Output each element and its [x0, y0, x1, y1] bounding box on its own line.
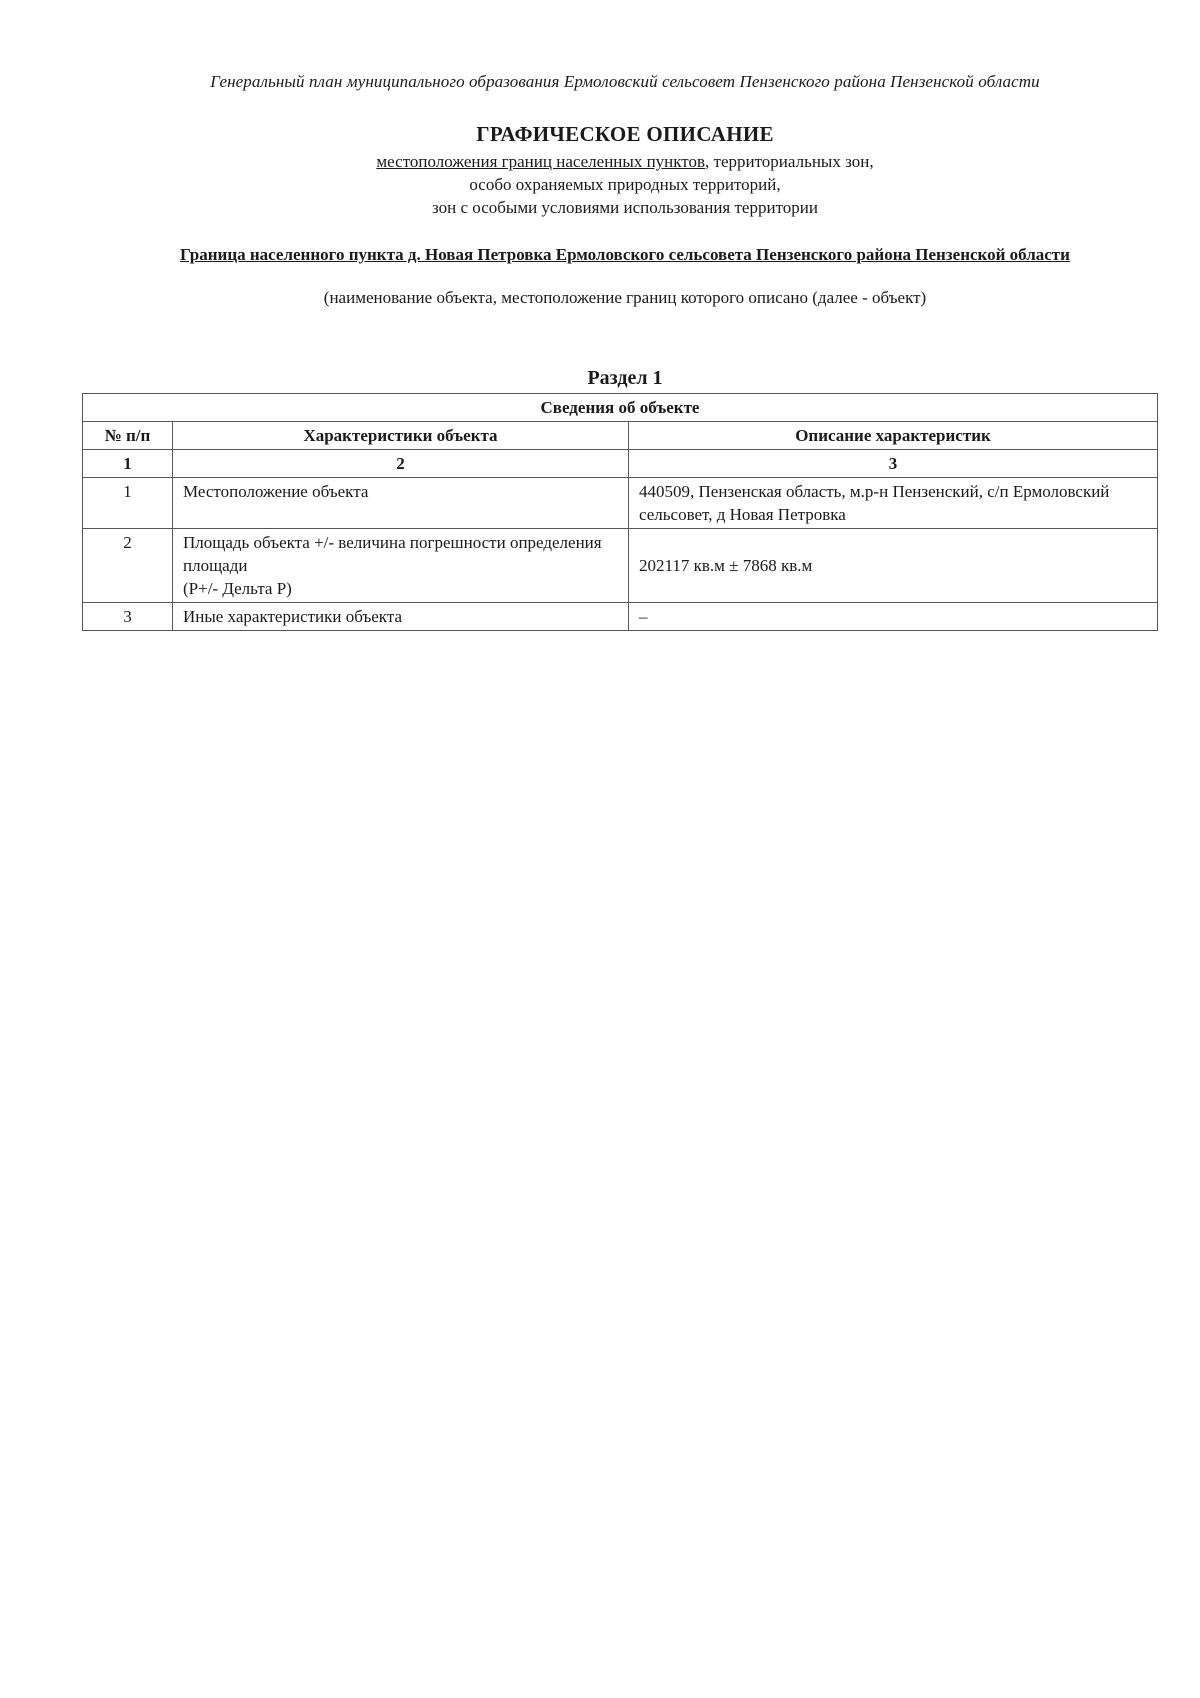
subtitle-line-1-underlined: местоположения границ населенных пунктов [376, 152, 706, 171]
row-characteristic: Местоположение объекта [173, 478, 629, 529]
row-characteristic: Иные характеристики объекта [173, 603, 629, 631]
object-caption: (наименование объекта, местоположение границ которого описано (далее - объект) [323, 288, 927, 307]
table-column-numbers-row [83, 450, 1158, 478]
row-characteristic [173, 529, 629, 603]
row-number: 3 [83, 603, 173, 631]
table-header-row [83, 422, 1158, 450]
header-characteristic: Характеристики объекта [173, 422, 629, 450]
column-number-2: 2 [173, 450, 629, 478]
header-number: № п/п [83, 422, 173, 450]
subtitle-line-3: зон с особыми условиями использования территории [432, 198, 818, 217]
table-caption-row [83, 394, 1158, 422]
subtitle-line-1-rest: , территориальных зон, [705, 152, 874, 171]
row-characteristic-text: Площадь объекта +/- величина погрешности определения площади [183, 533, 602, 575]
row-characteristic-note: (Р+/- Дельта Р) [183, 579, 292, 598]
table-caption: Сведения об объекте [83, 394, 1158, 422]
column-number-1: 1 [83, 450, 173, 478]
object-info-table [82, 393, 1158, 631]
table-row [83, 478, 1158, 529]
subtitle-line-2: особо охраняемых природных территорий, [469, 175, 781, 194]
section-title: Раздел 1 [587, 367, 663, 389]
running-header: Генеральный план муниципального образования Ермоловский сельсовет Пензенского района Пензенской области [210, 72, 1040, 91]
row-description: 440509, Пензенская область, м.р-н Пензенский, с/п Ермоловский сельсовет, д Новая Петровка [629, 478, 1158, 529]
row-number: 2 [83, 529, 173, 603]
column-number-3: 3 [629, 450, 1158, 478]
object-name: Граница населенного пункта д. Новая Петровка Ермоловского сельсовета Пензенского района Пензенской области [180, 245, 1070, 264]
document-title: ГРАФИЧЕСКОЕ ОПИСАНИЕ [476, 122, 774, 146]
document-subtitle [80, 150, 1170, 219]
row-number: 1 [83, 478, 173, 529]
row-description: – [629, 603, 1158, 631]
table-row [83, 603, 1158, 631]
subtitle-line-1 [80, 150, 1170, 173]
table-row [83, 529, 1158, 603]
header-description: Описание характеристик [629, 422, 1158, 450]
row-description: 202117 кв.м ± 7868 кв.м [629, 529, 1158, 603]
